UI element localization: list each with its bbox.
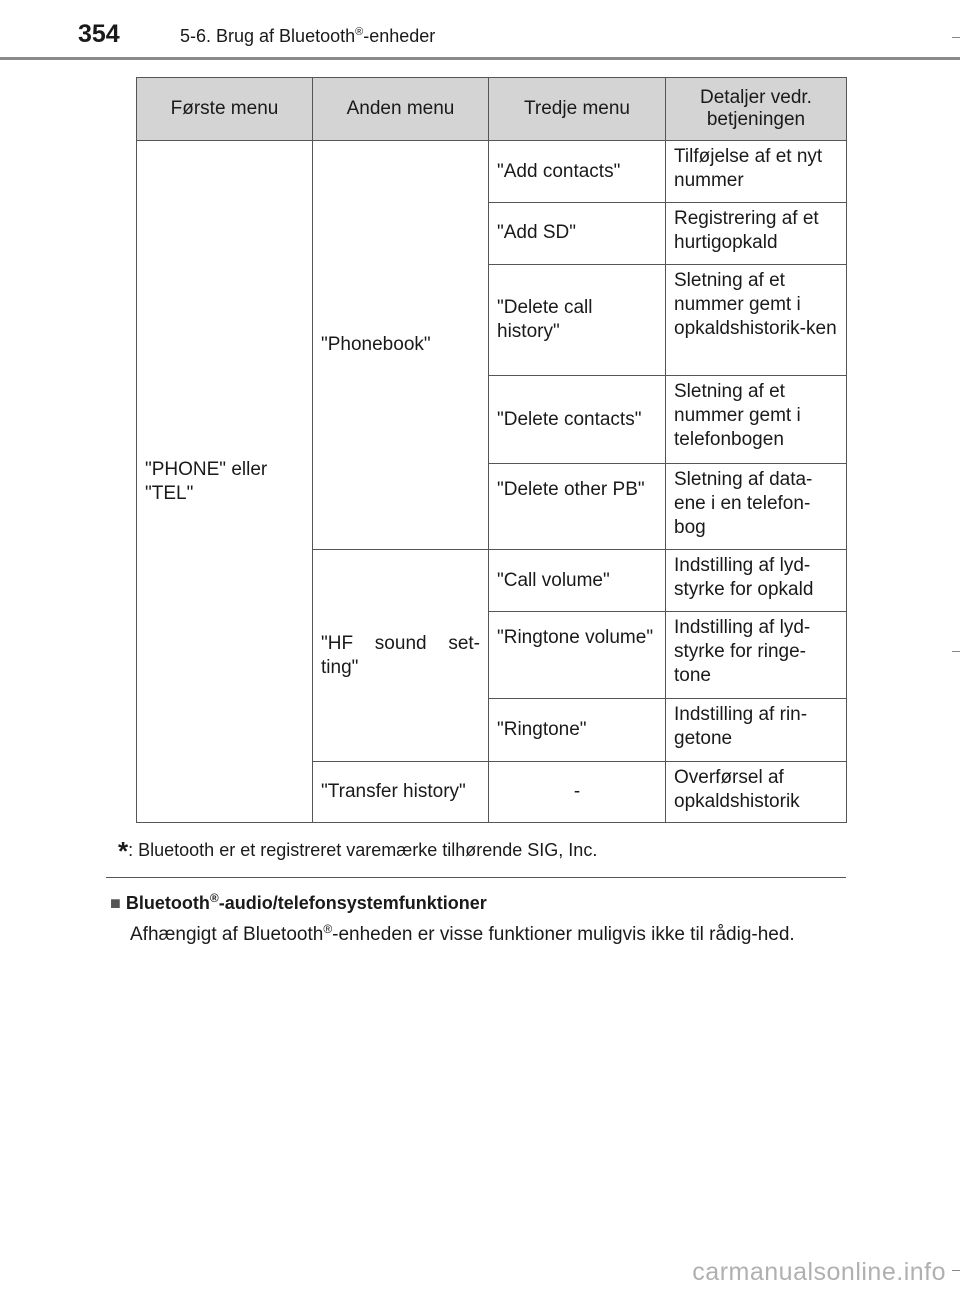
details-cell: Sletning af et nummer gemt i opkaldshistorik-ken xyxy=(666,265,847,376)
footnote xyxy=(118,836,597,867)
header-divider xyxy=(0,57,960,60)
registered-mark: ® xyxy=(209,891,219,905)
details-cell: Overførsel af opkaldshistorik xyxy=(666,762,847,823)
registered-mark: ® xyxy=(323,922,333,936)
third-menu-cell: "Delete contacts" xyxy=(489,376,666,464)
third-menu-cell: "Delete call history" xyxy=(489,265,666,376)
section-header xyxy=(180,26,435,47)
bullet-square-icon: ■ xyxy=(110,893,121,913)
crop-mark xyxy=(952,37,960,38)
third-menu-cell: "Add SD" xyxy=(489,203,666,265)
col-header-details: Detaljer vedr. betjeningen xyxy=(666,78,847,141)
section-heading-suffix: -audio/telefonsystemfunktioner xyxy=(218,893,487,913)
section-header-prefix: 5-6. Brug af Bluetooth xyxy=(180,26,356,46)
details-cell: Indstilling af lyd-styrke for ringe-tone xyxy=(666,612,847,699)
crop-mark xyxy=(952,651,960,652)
third-menu-cell: "Call volume" xyxy=(489,550,666,612)
second-menu-cell: "Transfer history" xyxy=(313,762,489,823)
menu-table xyxy=(136,77,847,823)
details-cell: Indstilling af rin-getone xyxy=(666,699,847,762)
details-cell: Tilføjelse af et nyt nummer xyxy=(666,141,847,203)
watermark-logo: carmanualsonline.info xyxy=(692,1258,946,1286)
crop-mark xyxy=(952,1270,960,1271)
section-divider xyxy=(106,877,846,878)
page-number: 354 xyxy=(78,20,120,48)
third-menu-cell: "Delete other PB" xyxy=(489,464,666,550)
section-body xyxy=(130,922,840,947)
second-menu-cell: "Phonebook" xyxy=(313,141,489,550)
col-header-first-menu: Første menu xyxy=(137,78,313,141)
third-menu-cell: - xyxy=(489,762,666,823)
footnote-marker: * xyxy=(118,836,129,866)
details-cell: Sletning af data-ene i en telefon-bog xyxy=(666,464,847,550)
details-cell: Indstilling af lyd-styrke for opkald xyxy=(666,550,847,612)
third-menu-cell: "Ringtone volume" xyxy=(489,612,666,699)
col-header-third-menu: Tredje menu xyxy=(489,78,666,141)
second-menu-cell xyxy=(313,550,489,762)
details-cell: Sletning af et nummer gemt i telefonbogen xyxy=(666,376,847,464)
section-body-suffix: -enheden er visse funktioner muligvis ikke til rådig-hed. xyxy=(332,924,795,945)
details-cell: Registrering af et hurtigopkald xyxy=(666,203,847,265)
second-menu-text: "HF sound set-ting" xyxy=(321,632,480,678)
section-header-suffix: -enheder xyxy=(363,26,436,46)
third-menu-cell: "Add contacts" xyxy=(489,141,666,203)
section-heading-prefix: Bluetooth xyxy=(125,893,210,913)
section-heading xyxy=(110,891,487,914)
registered-mark: ® xyxy=(355,26,364,38)
footnote-text: : Bluetooth er et registreret varemærke tilhørende SIG, Inc. xyxy=(128,840,598,860)
third-menu-cell: "Ringtone" xyxy=(489,699,666,762)
table-header-row xyxy=(137,78,847,141)
section-body-prefix: Afhængigt af Bluetooth xyxy=(130,924,324,945)
first-menu-cell: "PHONE" eller "TEL" xyxy=(137,141,313,823)
col-header-second-menu: Anden menu xyxy=(313,78,489,141)
table-row xyxy=(137,141,847,203)
